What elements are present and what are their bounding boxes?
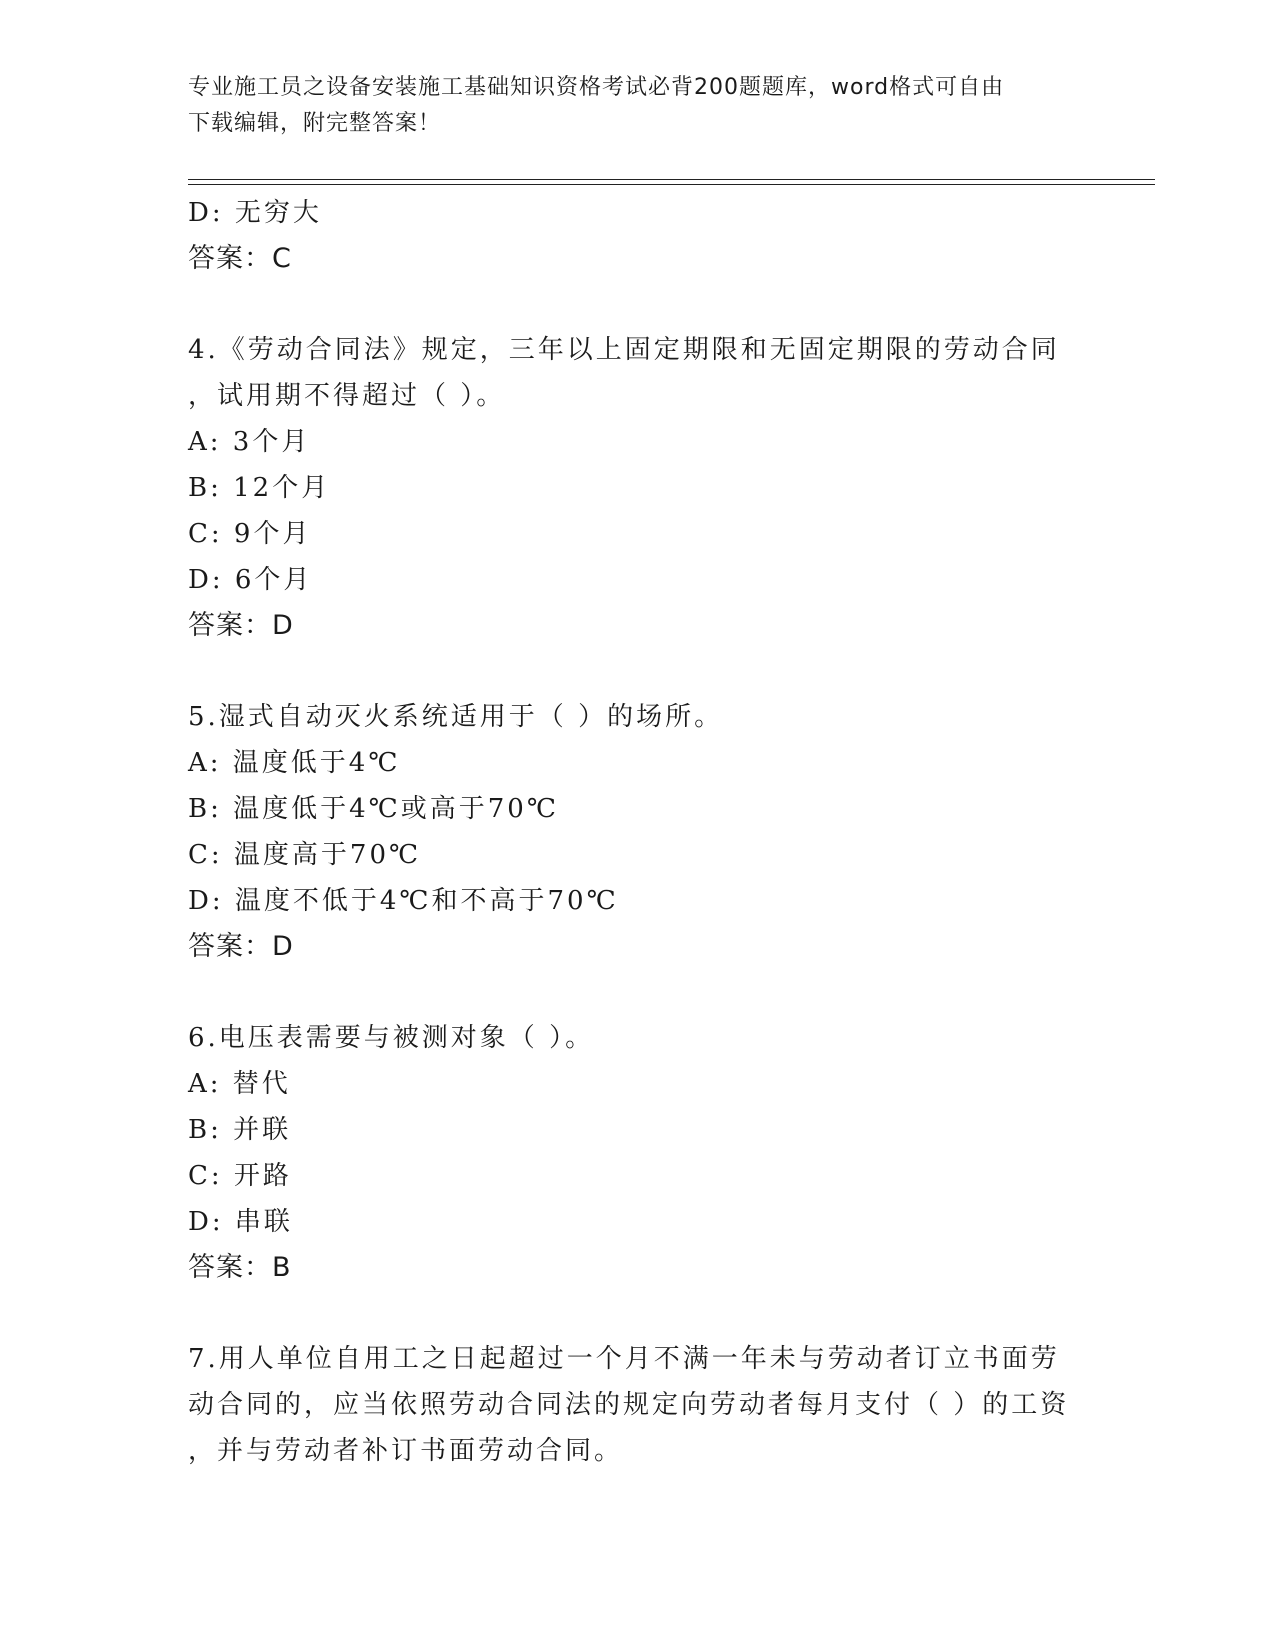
question-line: 4.《劳动合同法》规定，三年以上固定期限和无固定期限的劳动合同: [188, 335, 1060, 365]
option-line: A: 3个月: [188, 427, 311, 457]
answer-line: 答案：D: [188, 610, 294, 641]
option-line: B: 并联: [188, 1115, 292, 1145]
header-line-1: 专业施工员之设备安装施工基础知识资格考试必背200题题库，word格式可自由: [188, 75, 1005, 100]
option-line: C: 温度高于70℃: [188, 840, 422, 870]
option-line: A: 温度低于4℃: [188, 748, 401, 778]
block-spacer: [188, 649, 1088, 694]
question-line: 动合同的，应当依照劳动合同法的规定向劳动者每月支付（ ）的工资: [188, 1390, 1070, 1420]
block-spacer: [188, 282, 1088, 327]
answer-line: 答案：C: [188, 243, 292, 274]
option-line: B: 温度低于4℃或高于70℃: [188, 794, 559, 824]
question-line: 6.电压表需要与被测对象（ ）。: [188, 1023, 595, 1053]
question-block: [188, 1015, 1088, 1291]
option-line: D: 串联: [188, 1207, 293, 1237]
block-spacer: [188, 970, 1088, 1015]
option-line: D: 温度不低于4℃和不高于70℃: [188, 886, 619, 916]
question-block: [188, 190, 1088, 282]
option-line: C: 开路: [188, 1161, 292, 1191]
question-block: [188, 694, 1088, 970]
header-rule-top: [188, 179, 1155, 180]
option-line: C: 9个月: [188, 519, 312, 549]
header-rule-bottom: [188, 184, 1155, 185]
option-line: A: 替代: [188, 1069, 291, 1099]
question-block: [188, 327, 1088, 649]
option-line: B: 12个月: [188, 473, 331, 503]
question-line: 5.湿式自动灭火系统适用于（ ）的场所。: [188, 702, 724, 732]
question-line: 7.用人单位自用工之日起超过一个月不满一年未与劳动者订立书面劳: [188, 1344, 1060, 1374]
option-line: D: 6个月: [188, 565, 313, 595]
answer-line: 答案：B: [188, 1252, 292, 1283]
header-line-2: 下载编辑，附完整答案！: [188, 111, 442, 136]
option-line: D: 无穷大: [188, 198, 322, 228]
block-spacer: [188, 1291, 1088, 1336]
question-content: [188, 190, 1088, 1474]
answer-line: 答案：D: [188, 931, 294, 962]
question-line: ，并与劳动者补订书面劳动合同。: [188, 1436, 624, 1466]
question-line: ，试用期不得超过（ ）。: [188, 381, 506, 411]
question-block: [188, 1336, 1088, 1474]
page-header: [188, 70, 1068, 142]
